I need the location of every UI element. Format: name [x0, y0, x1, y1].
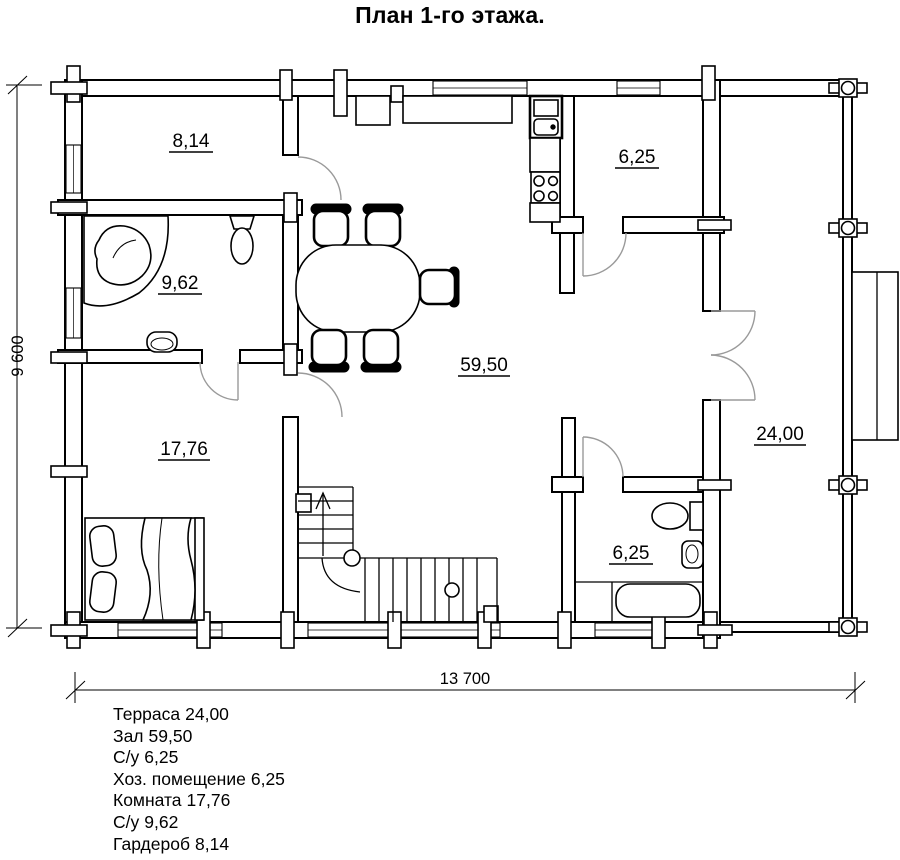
crossing-bottom-281	[281, 612, 294, 648]
window-kitchen	[433, 81, 527, 95]
chair	[311, 204, 351, 246]
legend-item: Гардероб 8,14	[113, 833, 230, 854]
terrace-post	[829, 476, 867, 494]
dimension-width-label: 13 700	[439, 670, 491, 688]
dining-set	[296, 204, 459, 372]
wall-bathroom-right-left	[562, 418, 575, 622]
window-wardrobe-left	[66, 145, 81, 193]
kitchen-counter-b	[403, 96, 512, 123]
kitchen-stove	[531, 172, 560, 203]
room-label-bathroom-right: 6,25	[612, 543, 650, 564]
room-label-bedroom: 17,76	[160, 439, 208, 460]
wall-wardrobe-bottom	[58, 200, 302, 215]
door-terrace-double	[711, 311, 755, 400]
dimension-height-label: 9 600	[9, 335, 27, 377]
jacuzzi-basin	[95, 226, 151, 285]
room-label-utility: 6,25	[618, 147, 656, 168]
crossing-left-470	[51, 466, 87, 477]
crossing-top-340	[334, 70, 347, 116]
legend-item: Комната 17,76	[113, 790, 231, 811]
kitchen-faucet	[551, 125, 555, 129]
window-bath-left	[66, 288, 81, 338]
crossing-top-right	[702, 66, 715, 100]
dimension-vertical	[6, 76, 42, 637]
sink-left	[147, 332, 177, 352]
crossing-top-285	[280, 70, 292, 100]
terrace-post	[829, 618, 867, 636]
wall-bathroom-right-top-tab	[552, 477, 583, 492]
legend	[113, 704, 285, 855]
crossing-stair-wall	[296, 494, 311, 512]
room-label-terrace: 24,00	[756, 424, 804, 445]
pillow	[89, 571, 118, 614]
terrace-right-rail	[843, 88, 852, 628]
terrace-bottom-rail	[720, 622, 846, 632]
bathtub	[616, 584, 700, 617]
chair	[420, 267, 459, 307]
pillow	[89, 525, 118, 568]
bedroom-furniture	[85, 518, 204, 620]
sink-right	[682, 541, 703, 568]
kitchen-counter-d	[530, 203, 560, 222]
legend-item: С/у 9,62	[113, 811, 179, 832]
door-wardrobe-arc	[298, 157, 341, 200]
kitchen-counter-c	[530, 138, 560, 172]
chair	[361, 330, 401, 372]
room-label-hall: 59,50	[460, 355, 508, 376]
staircase	[298, 487, 497, 622]
wall-bedroom-hall	[283, 417, 298, 622]
dining-table	[296, 245, 420, 332]
crossing-left-356	[51, 352, 87, 363]
crossing-wardrobe-junction	[284, 193, 297, 222]
crossing-bottom-right-h	[698, 625, 732, 635]
stair-newel-post-end	[445, 583, 459, 597]
blanket	[141, 518, 195, 620]
crossing-top-left-h	[51, 82, 87, 94]
legend-item: С/у 6,25	[113, 747, 179, 768]
room-label-wardrobe: 8,14	[172, 131, 210, 152]
door-bath-left	[200, 362, 238, 400]
door-utility	[583, 233, 626, 276]
crossing-bottom-left-h	[51, 625, 87, 636]
wall-bathroom-right-top	[623, 477, 703, 492]
stair-direction-arrow	[316, 493, 330, 556]
window-bathroom-right	[595, 623, 653, 637]
legend-item: Зал 59,50	[113, 725, 193, 746]
kitchen	[356, 96, 562, 222]
stair-newel-post-turn	[344, 550, 360, 566]
window-stairs	[308, 623, 500, 637]
bed-footboard	[195, 518, 204, 620]
wall-right-upper	[703, 80, 720, 311]
crossing-bottom-560	[558, 612, 571, 648]
window-utility	[617, 81, 660, 95]
crossing-right-225	[698, 220, 731, 230]
terrace-steps	[852, 272, 898, 440]
page-title: План 1-го этажа.	[355, 2, 545, 28]
terrace-post	[829, 219, 867, 237]
crossing-bottom-square	[484, 606, 498, 622]
crossing-bottom-391	[388, 612, 401, 648]
door-bathroom-right	[583, 437, 623, 477]
crossing-right-485	[698, 480, 731, 490]
door-bedroom-arc	[298, 373, 342, 417]
toilet-right	[652, 502, 703, 530]
legend-item: Терраса 24,00	[113, 704, 229, 724]
toilet-left	[230, 216, 254, 264]
wall-wardrobe-right	[283, 96, 298, 155]
crossing-bedroom-junction	[284, 344, 297, 375]
chair	[309, 330, 349, 372]
terrace	[829, 79, 898, 636]
crossing-left-207	[51, 202, 87, 213]
legend-item: Хоз. помещение 6,25	[113, 768, 285, 789]
room-label-bathroom-left: 9,62	[161, 273, 199, 294]
chair	[363, 204, 403, 246]
crossing-top-397	[391, 86, 403, 102]
kitchen-counter-a	[356, 96, 390, 125]
wall-right-lower	[703, 400, 720, 638]
dimension-horizontal	[66, 670, 865, 703]
